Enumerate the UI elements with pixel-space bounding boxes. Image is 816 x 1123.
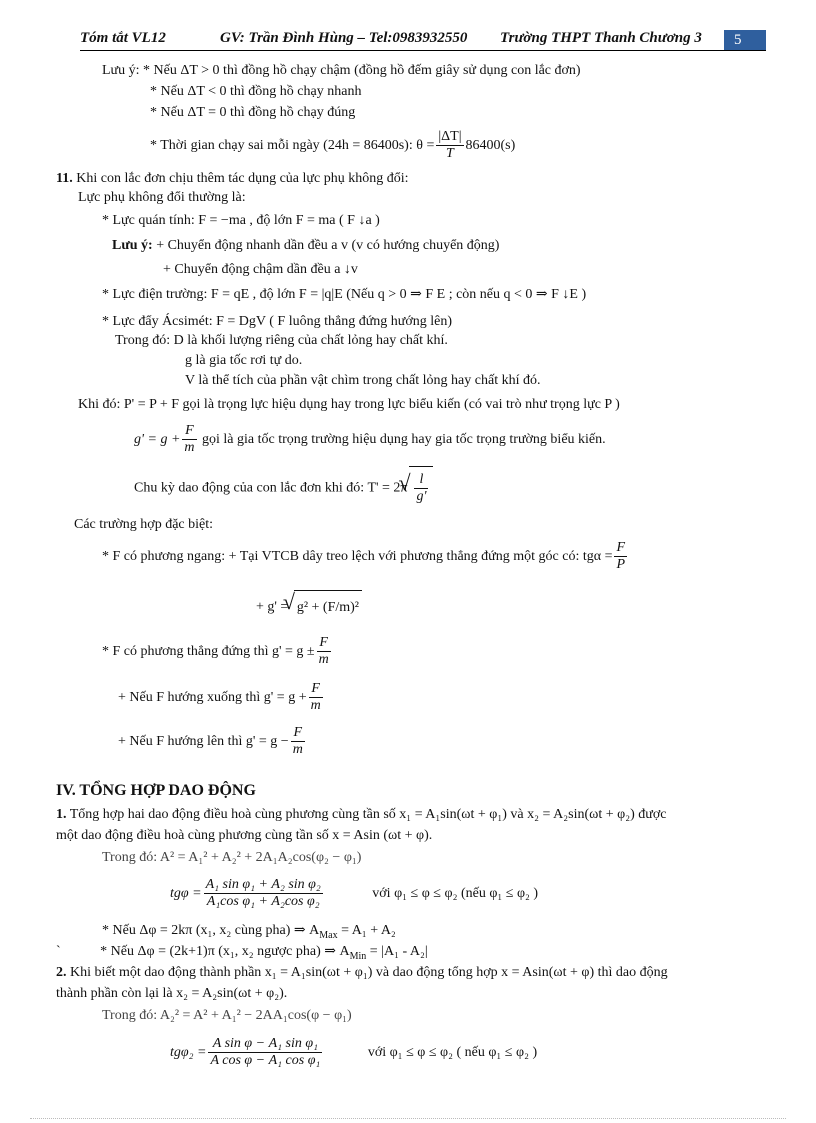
where-v: V là thể tích của phần vật chìm trong chất lỏng hay chất khí đó. [185,373,541,388]
header-subject: Tóm tắt VL12 [80,30,166,46]
section-iv-title: IV. TỔNG HỢP DAO ĐỘNG [56,782,256,799]
tg-phi2-fraction [208,1036,322,1069]
theta-num: |ΔT| [438,129,462,145]
period-den: g' [416,489,427,505]
buoyancy-force: * Lực đẩy Ácsimét: F = DgV ( F luông thẳng đứng hướng lên) [102,314,453,329]
geff-text: gọi là gia tốc trọng trường hiệu dụng hay gia tốc trọng trường biểu kiến. [202,432,606,447]
special-cases: Các trường hợp đặc biệt: [74,517,214,532]
s4-p2-line1 [56,964,668,982]
s11-number: 11. [56,171,73,186]
note-line-4-text: * Thời gian chạy sai mỗi ngày (24h = 86400s): [150,138,413,153]
tg-phi2-den: A cos φ − A₁ cos φ₁ [210,1053,321,1069]
tg-phi2-lhs: tgφ₂ = [170,1045,207,1060]
in-phase-case [102,922,396,945]
geff-den: m [184,440,195,456]
theta-den: T [446,146,454,162]
s4-p1-text: Tổng hợp hai dao động điều hoà cùng phương cùng tần số x₁ = A₁sin(ωt + φ₁) và x₂ = A₂sin(ωt + φ₂) được [66,807,667,822]
opposite-sub: Min [349,950,367,962]
note-line-1: Lưu ý: * Nếu ΔT > 0 thì đồng hồ chạy chậm (đồng hồ đếm giây sử dụng con lắc đơn) [102,63,581,78]
horizontal-case [102,537,629,577]
page-footer-rule [30,1118,786,1119]
note-label: Lưu ý: [112,238,153,253]
upward-den: m [292,742,303,758]
upward-case [118,722,307,762]
where-d: Trong đó: D là khối lượng riêng của chất lỏng hay chất khí. [115,333,448,348]
period-text: Chu kỳ dao động của con lắc đơn khi đó: T' = 2π [134,480,408,496]
in-phase-text: * Nếu Δφ = 2kπ (x₁, x₂ cùng pha) ⇒ A [102,923,320,938]
theta-lhs: θ = [416,138,435,153]
vertical-den: m [318,652,329,668]
horizontal-text: * F có phương ngang: + Tại VTCB dây treo lệch với phương thẳng đứng một góc có: tgα = [102,549,613,564]
downward-text: + Nếu F hướng xuống thì g' = g + [118,690,307,705]
downward-case [118,678,325,718]
s4-p2-line2: thành phần còn lại là x₂ = A₂sin(ωt + φ₂). [56,986,288,1001]
downward-fraction [309,681,323,714]
inertia-note-a-text: + Chuyển động nhanh dần đều a v (v có hướng chuyển động) [156,238,500,253]
period-num: √ l [414,472,428,489]
tg-alpha-den: P [616,557,626,573]
tg-phi2-num: A sin φ − A₁ sin φ₁ [208,1036,322,1053]
note-line-4 [150,126,515,166]
horizontal-geff [256,590,362,625]
period-sqrt [409,466,433,511]
inertia-note-a [112,237,499,255]
tg-phi-formula [170,872,538,916]
upward-num: F [291,725,305,742]
tg-alpha-fraction [614,540,627,573]
vertical-text: * F có phương thẳng đứng thì g' = g ± [102,644,315,659]
period-formula [134,466,433,511]
tg-phi2-formula [170,1030,537,1076]
header-rule [80,50,766,51]
header-teacher: GV: Trần Đình Hùng – Tel:0983932550 [220,30,468,46]
s4-p1-line1 [56,806,666,824]
header-school: Trường THPT Thanh Chương 3 [500,30,702,46]
page-number: 5 [724,30,766,50]
stray-mark: ` [56,944,61,959]
tg-phi-cond: với φ₁ ≤ φ ≤ φ₂ (nếu φ₁ ≤ φ₂ ) [372,886,539,901]
tg-alpha-num: F [616,540,626,556]
tg-phi-lhs: tgφ = [170,886,202,901]
geff-fraction [182,423,196,456]
vertical-num: F [317,635,331,652]
s11-heading: Khi con lắc đơn chịu thêm tác dụng của lực phụ không đổi: [76,171,409,186]
tg-phi2-cond: với φ₁ ≤ φ ≤ φ₂ ( nếu φ₁ ≤ φ₂ ) [367,1045,538,1060]
opposite-phase-case [56,943,428,966]
inertia-note-b: + Chuyển động chậm dần đều a ↓v [163,262,358,277]
s4-p1-number: 1. [56,807,67,822]
opposite-text: * Nếu Δφ = (2k+1)π (x₁, x₂ ngược pha) ⇒ A [100,944,350,959]
geff-lhs: g' = g + [134,432,181,447]
page-header [80,30,766,50]
horizontal-geff-sqrt: √ g² + (F/m)² [294,590,362,625]
downward-den: m [310,698,321,714]
note-line-2: * Nếu ΔT < 0 thì đồng hồ chạy nhanh [150,84,362,99]
s4-p2-amplitude: Trong đó: A₂² = A² + A₁² − 2AA₁cos(φ − φ₁) [102,1008,352,1023]
inertia-force: * Lực quán tính: F = −ma , độ lớn F = ma ( F ↓a ) [102,213,380,228]
downward-num: F [309,681,323,698]
opposite-rest: = |A₁ - A₂| [366,944,428,959]
s4-p2-text: Khi biết một dao động thành phần x₁ = A₁sin(ωt + φ₁) và dao động tổng hợp x = Asin(ωt + φ) thì dao động [66,965,668,980]
vertical-case [102,632,333,672]
s4-p1-line2: một dao động điều hoà cùng phương cùng tần số x = Asin (ωt + φ). [56,828,433,843]
horizontal-geff-lhs: + g' = [256,599,289,615]
theta-rest: 86400(s) [465,138,516,153]
effective-weight: Khi đó: P' = P + F gọi là trọng lực hiệu dụng hay trong lực biểu kiến (có vai trò như trọng lực P ) [78,397,620,412]
effective-gravity [134,420,606,460]
s11-title [56,170,408,188]
tg-phi-den: A₁cos φ₁ + A₂cos φ₂ [206,894,320,910]
electric-force: * Lực điện trường: F = qE , độ lớn F = |q|E (Nếu q > 0 ⇒ F E ; còn nếu q < 0 ⇒ F ↓E ) [102,287,587,302]
period-fraction [414,472,428,505]
upward-fraction [291,725,305,758]
vertical-fraction [317,635,331,668]
in-phase-rest: = A₁ + A₂ [337,923,396,938]
s11-intro: Lực phụ không đổi thường là: [78,190,246,205]
note-line-3: * Nếu ΔT = 0 thì đồng hồ chạy đúng [150,105,356,120]
s4-p2-number: 2. [56,965,67,980]
upward-text: + Nếu F hướng lên thì g' = g − [118,734,289,749]
tg-phi-num: A₁ sin φ₁ + A₂ sin φ₂ [205,877,321,893]
geff-num: F [182,423,196,440]
theta-fraction [436,129,463,162]
where-g: g là gia tốc rơi tự do. [185,353,303,368]
in-phase-sub: Max [319,929,338,941]
s4-p1-amplitude: Trong đó: A² = A₁² + A₂² + 2A₁A₂cos(φ₂ − φ₁) [102,850,362,865]
tg-phi-fraction [204,877,323,910]
